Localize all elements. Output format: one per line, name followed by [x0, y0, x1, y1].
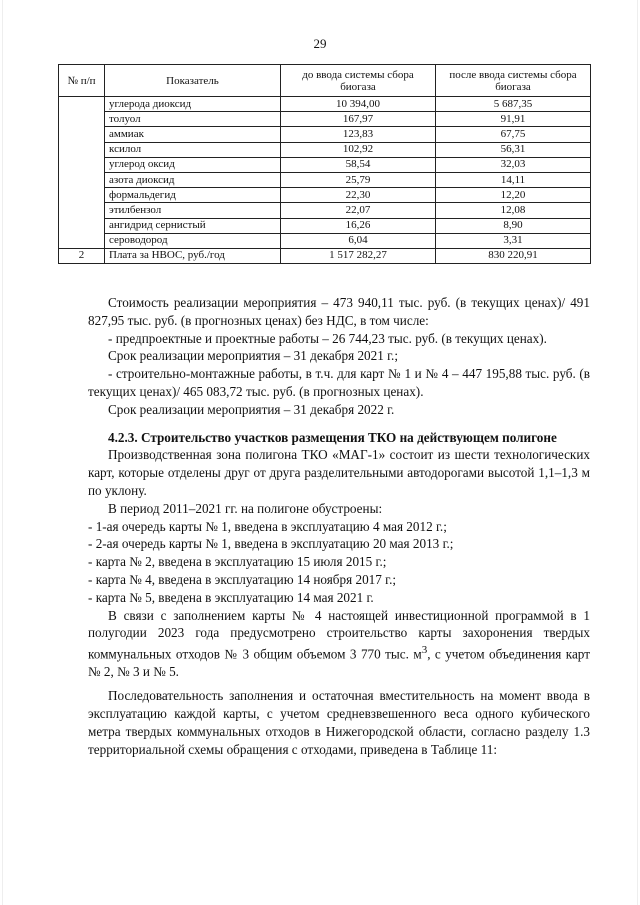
header-indicator: Показатель [105, 65, 281, 97]
table-cell-after: 14,11 [436, 172, 591, 187]
paragraph-fill-sequence: Последовательность заполнения и остаточная вместительность на момент ввода в эксплуатацию каждой карты, с учетом средневзвешенного веса одного кубического метра твердых коммунальных отходов в Нижегородской области, согласно разделу 1.3 территориальной схемы обращения с отходами, приведена в Таблице 11: [88, 688, 590, 757]
table-cell-before: 1 517 282,27 [281, 248, 436, 263]
table-cell-before: 10 394,00 [281, 97, 436, 112]
table-cell-before: 123,83 [281, 127, 436, 142]
table-row [59, 188, 591, 203]
table-row [59, 233, 591, 248]
table-cell-before: 58,54 [281, 157, 436, 172]
list-item: - карта № 2, введена в эксплуатацию 15 июля 2015 г.; [88, 554, 387, 570]
table-row [59, 172, 591, 187]
table-header-row [59, 65, 591, 97]
table-row [59, 203, 591, 218]
table-cell-before: 6,04 [281, 233, 436, 248]
table-cell-name: аммиак [105, 127, 281, 142]
table-cell-before: 22,07 [281, 203, 436, 218]
table-cell-name: сероводород [105, 233, 281, 248]
paragraph-design-works: - предпроектные и проектные работы – 26 744,23 тыс. руб. (в текущих ценах). [108, 330, 547, 346]
cubic-superscript: 3 [421, 644, 428, 657]
table-cell-name: ксилол [105, 142, 281, 157]
table-cell-after: 32,03 [436, 157, 591, 172]
table-row [59, 218, 591, 233]
header-after: после ввода системы сбора биогаза [436, 65, 591, 97]
table-cell-after: 12,08 [436, 203, 591, 218]
table-row [59, 142, 591, 157]
table-cell-after: 12,20 [436, 188, 591, 203]
table-cell-name: углерода диоксид [105, 97, 281, 112]
paragraph-production-zone: Производственная зона полигона ТКО «МАГ-1» состоит из шести технологических карт, которые отделены друг от друга разделительными автодорогами высотой 1,1–1,3 м по уклону. [88, 447, 590, 498]
table-cell-after: 67,75 [436, 127, 591, 142]
table-row [59, 97, 591, 112]
page-number: 29 [313, 36, 327, 51]
paragraph-cost: Стоимость реализации мероприятия – 473 940,11 тыс. руб. (в текущих ценах)/ 491 827,95 тыс. руб. (в прогнозных ценах) без НДС, в том числе: [88, 295, 590, 328]
table-row [59, 112, 591, 127]
table-cell-before: 102,92 [281, 142, 436, 157]
list-item: - карта № 4, введена в эксплуатацию 14 ноября 2017 г.; [88, 571, 397, 587]
table-cell-before: 25,79 [281, 172, 436, 187]
table-row [59, 157, 591, 172]
header-num: № п/п [59, 65, 105, 97]
text-block-cost [88, 294, 590, 758]
table-row [59, 248, 591, 263]
table-cell-name: Плата за НВОС, руб./год [105, 248, 281, 263]
table-cell-name: азота диоксид [105, 172, 281, 187]
table-cell-name: этилбензол [105, 203, 281, 218]
paragraph-deadline-2021: Срок реализации мероприятия – 31 декабря 2021 г.; [108, 348, 398, 364]
table-cell-after: 8,90 [436, 218, 591, 233]
list-item: - карта № 5, введена в эксплуатацию 14 мая 2021 г. [88, 589, 374, 605]
table-cell-name: ангидрид сернистый [105, 218, 281, 233]
table-cell-num [59, 97, 105, 249]
list-item: - 2-ая очередь карты № 1, введена в эксплуатацию 20 мая 2013 г.; [88, 536, 454, 552]
paragraph-map3-text-a: В связи с заполнением карты № 4 настоящей инвестиционной программой в 1 полугодии 2023 года предусмотрено строительство карты захоронения твердых коммунальных отходов № 3 общим объемом 3 770 тыс. м [88, 607, 590, 662]
table-cell-after: 3,31 [436, 233, 591, 248]
table-row [59, 127, 591, 142]
table-cell-before: 167,97 [281, 112, 436, 127]
table-cell-before: 22,30 [281, 188, 436, 203]
paragraph-map3-construction [88, 607, 590, 682]
section-heading: 4.2.3. Строительство участков размещения ТКО на действующем полигоне [108, 429, 557, 445]
table-cell-after: 830 220,91 [436, 248, 591, 263]
table-cell-name: углерод оксид [105, 157, 281, 172]
paragraph-construction-works: - строительно-монтажные работы, в т.ч. для карт № 1 и № 4 – 447 195,88 тыс. руб. (в текущих ценах)/ 465 083,72 тыс. руб. (в прогнозных ценах). [88, 366, 590, 399]
list-item: - 1-ая очередь карты № 1, введена в эксплуатацию 4 мая 2012 г.; [88, 518, 447, 534]
table-cell-after: 56,31 [436, 142, 591, 157]
paragraph-map3-text-b: , с учетом объединения карт № 2, № 3 и № 5. [88, 646, 590, 680]
table-cell-name: формальдегид [105, 188, 281, 203]
paragraph-deadline-2022: Срок реализации мероприятия – 31 декабря 2022 г. [108, 401, 395, 417]
table-cell-name: толуол [105, 112, 281, 127]
page-edge-left [2, 0, 3, 905]
emissions-table [58, 64, 591, 264]
table-cell-num: 2 [59, 248, 105, 263]
paragraph-period: В период 2011–2021 гг. на полигоне обустроены: [108, 500, 383, 516]
page-edge-right [637, 0, 638, 905]
table-cell-after: 91,91 [436, 112, 591, 127]
header-before: до ввода системы сбора биогаза [281, 65, 436, 97]
table-cell-before: 16,26 [281, 218, 436, 233]
table-cell-after: 5 687,35 [436, 97, 591, 112]
